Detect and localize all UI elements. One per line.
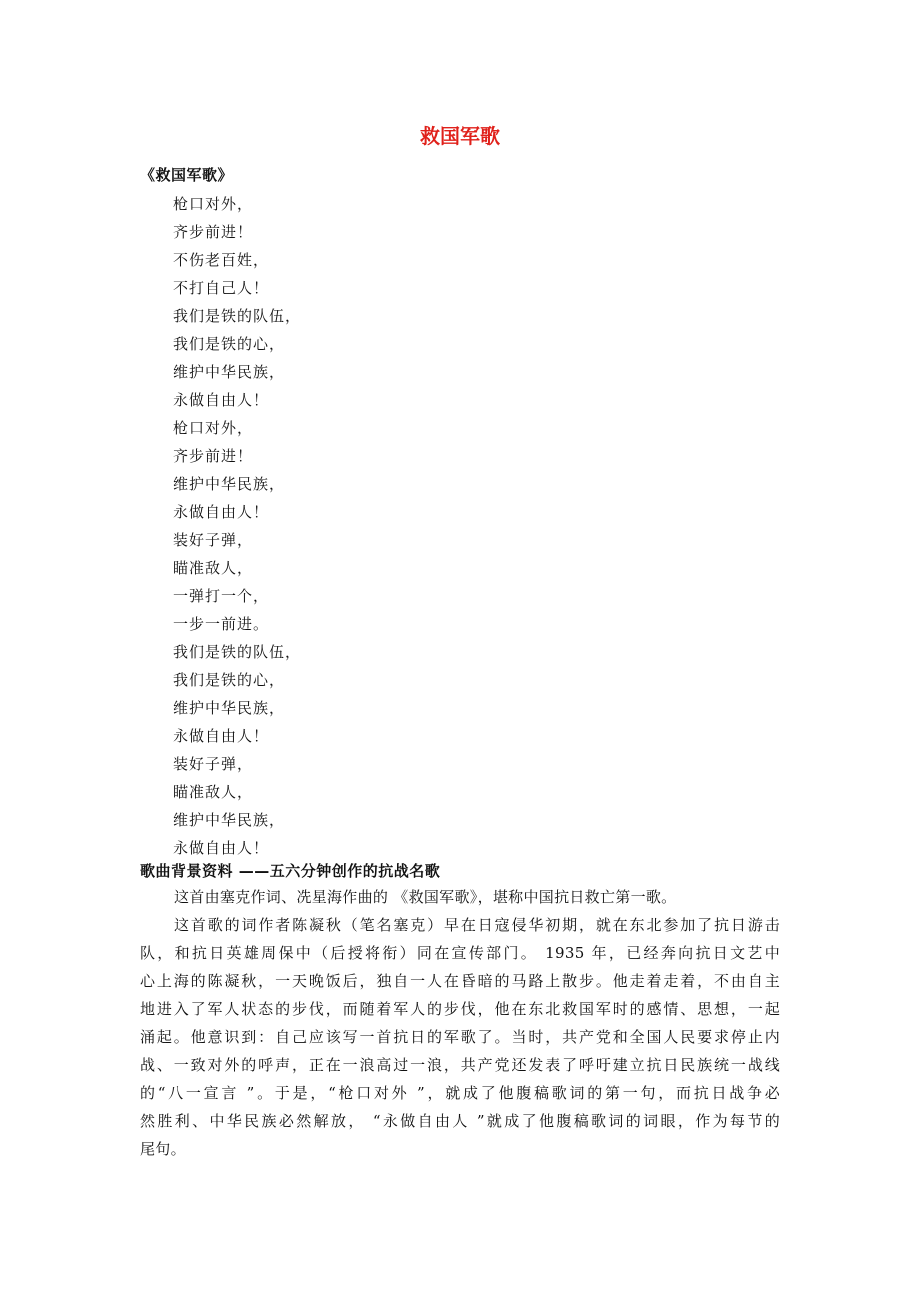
paragraph-line: 心上海的陈凝秋，一天晚饭后，独自一人在昏暗的马路上散步。他走着走着，不由自主 [140, 972, 780, 990]
lyric-line: 不打自己人！ [173, 279, 270, 297]
lyric-line: 装好子弹， [173, 531, 254, 549]
lyric-line: 我们是铁的队伍， [173, 307, 302, 325]
lyric-line: 维护中华民族， [173, 475, 286, 493]
lyric-line: 枪口对外， [173, 195, 254, 213]
lyric-line: 永做自由人！ [173, 839, 270, 857]
background-paragraph-1 [140, 883, 780, 911]
lyric-line: 一弹打一个， [173, 587, 270, 605]
paragraph-line: 这首由塞克作词、冼星海作曲的 《救国军歌》，堪称中国抗日救亡第一歌。 [174, 888, 677, 906]
lyric-line: 维护中华民族， [173, 811, 286, 829]
background-heading: 歌曲背景资料 ——五六分钟创作的抗战名歌 [140, 862, 441, 880]
paragraph-line: 的“八一宣言 ”。于是，“枪口对外 ”，就成了他腹稿歌词的第一句，而抗日战争必 [140, 1084, 780, 1102]
lyric-line: 维护中华民族， [173, 699, 286, 717]
lyric-line: 装好子弹， [173, 755, 254, 773]
lyric-line: 永做自由人！ [173, 391, 270, 409]
page-title: 救国军歌 [420, 124, 500, 148]
paragraph-line: 尾句。 [140, 1140, 186, 1158]
lyric-line: 我们是铁的队伍， [173, 643, 302, 661]
paragraph-line: 地进入了军人状态的步伐，而随着军人的步伐，他在东北救国军时的感情、思想，一起 [140, 1000, 780, 1018]
lyric-line: 永做自由人！ [173, 727, 270, 745]
lyric-line: 不伤老百姓， [173, 251, 270, 269]
lyric-line: 齐步前进！ [173, 447, 254, 465]
lyric-line: 我们是铁的心， [173, 335, 286, 353]
song-heading: 《救国军歌》 [140, 166, 234, 184]
lyric-line: 维护中华民族， [173, 363, 286, 381]
lyric-line: 永做自由人！ [173, 503, 270, 521]
paragraph-line: 然胜利、中华民族必然解放， “永做自由人 ”就成了他腹稿歌词的词眼，作为每节的 [140, 1112, 780, 1130]
paragraph-line: 队，和抗日英雄周保中（后授将衔）同在宣传部门。 1935 年，已经奔向抗日文艺中 [140, 944, 780, 962]
lyric-line: 我们是铁的心， [173, 671, 286, 689]
lyrics-list [173, 190, 301, 862]
lyric-line: 瞄准敌人， [173, 783, 254, 801]
paragraph-line: 战、一致对外的呼声，正在一浪高过一浪，共产党还发表了呼吁建立抗日民族统一战线 [140, 1056, 780, 1074]
lyric-line: 瞄准敌人， [173, 559, 254, 577]
lyric-line: 齐步前进！ [173, 223, 254, 241]
paragraph-line: 这首歌的词作者陈凝秋（笔名塞克）早在日寇侵华初期，就在东北参加了抗日游击 [174, 916, 780, 934]
lyric-line: 枪口对外， [173, 419, 254, 437]
background-paragraph-2 [140, 911, 780, 1163]
paragraph-line: 涌起。他意识到：自己应该写一首抗日的军歌了。当时，共产党和全国人民要求停止内 [140, 1028, 780, 1046]
lyric-line: 一步一前进。 [173, 615, 270, 633]
